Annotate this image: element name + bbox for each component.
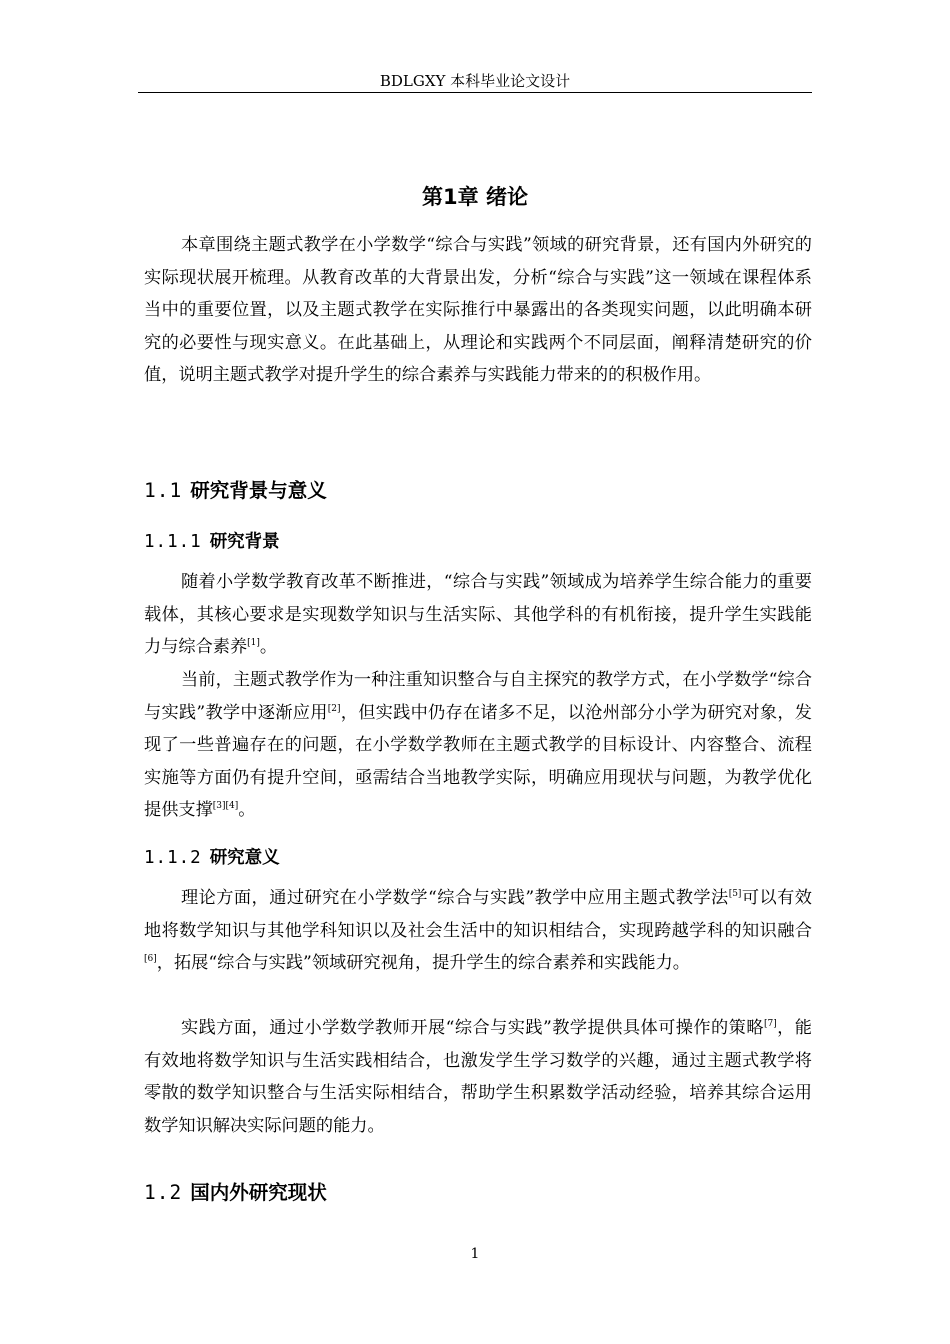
section-number: 1.2 bbox=[144, 1181, 183, 1204]
section-heading-1-2 bbox=[144, 1180, 327, 1206]
subsection-number: 1.1.2 bbox=[144, 848, 202, 868]
paragraph-text: 随着小学数学教育改革不断推进，“综合与实践”领域成为培养学生综合能力的重要载体，其核心要求是实现数学知识与生活实际、其他学科的有机衔接，提升学生实践能力与综合素养 bbox=[144, 572, 812, 657]
background-paragraph-2 bbox=[144, 664, 812, 827]
paragraph-text: ，但实践中仍存在诸多不足，以沧州部分小学为研究对象，发现了一些普遍存在的问题，在小学数学教师在主题式教学的目标设计、内容整合、流程实施等方面仍有提升空间，亟需结合当地教学实际，明确应用现状与问题，为教学优化提供支撑 bbox=[144, 702, 812, 820]
citation-6: [6] bbox=[144, 954, 157, 964]
section-number: 1.1 bbox=[144, 479, 183, 502]
significance-paragraph-1 bbox=[144, 882, 812, 980]
header-rule bbox=[138, 92, 812, 93]
paragraph-text: 。 bbox=[259, 637, 278, 657]
paragraph-text: 。 bbox=[238, 800, 256, 820]
section-title: 研究背景与意义 bbox=[190, 479, 327, 502]
running-header: BDLGXY 本科毕业论文设计 bbox=[379, 72, 571, 90]
subsection-number: 1.1.1 bbox=[144, 532, 202, 552]
paragraph-text: 可以有效地将数学知识与其他学科知识以及社会生活中的知识相结合，实现跨越学科的知识融合 bbox=[144, 888, 812, 941]
paragraph-text: 理论方面，通过研究在小学数学“综合与实践”教学中应用主题式教学法 bbox=[181, 888, 729, 908]
subsection-title: 研究意义 bbox=[209, 848, 280, 868]
citation-4: [4] bbox=[225, 801, 239, 811]
intro-paragraph: 本章围绕主题式教学在小学数学“综合与实践”领域的研究背景，还有国内外研究的实际现状展开梳理。从教育改革的大背景出发，分析“综合与实践”这一领域在课程体系当中的重要位置，以及主题式教学在实际推行中暴露出的各类现实问题，以此明确本研究的必要性与现实意义。在此基础上，从理论和实践两个不同层面，阐释清楚研究的价值，说明主题式教学对提升学生的综合素养与实践能力带来的的积极作用。 bbox=[144, 235, 812, 385]
significance-paragraph-2 bbox=[144, 1012, 812, 1142]
section-title: 国内外研究现状 bbox=[190, 1181, 327, 1204]
subsection-title: 研究背景 bbox=[209, 532, 280, 552]
paragraph-text: ，能有效地将数学知识与生活实践相结合，也激发学生学习数学的兴趣，通过主题式教学将零散的数学知识整合与生活实际相结合，帮助学生积累数学活动经验，培养其综合运用数学知识解决实际问题的能力。 bbox=[144, 1018, 812, 1136]
section-heading-1-1 bbox=[144, 478, 327, 504]
subsection-heading-1-1-1 bbox=[144, 530, 280, 554]
background-paragraph-1 bbox=[144, 566, 812, 664]
citation-7: [7] bbox=[763, 1019, 777, 1029]
citation-1: [1] bbox=[247, 638, 260, 648]
paragraph-text: ，拓展“综合与实践”领域研究视角，提升学生的综合素养和实践能力。 bbox=[156, 953, 690, 973]
paragraph-text: 当前，主题式教学作为一种注重知识整合与自主探究的教学方式，在小学数学“综合与实践”教学中逐渐应用 bbox=[144, 670, 812, 723]
paragraph-text: 实践方面，通过小学数学教师开展“综合与实践”教学提供具体可操作的策略 bbox=[181, 1018, 764, 1038]
citation-2: [2] bbox=[327, 703, 341, 714]
citation-5: [5] bbox=[728, 889, 742, 899]
subsection-heading-1-1-2 bbox=[144, 846, 280, 870]
chapter-title: 第1章 绪论 bbox=[422, 185, 528, 209]
citation-3: [3] bbox=[212, 801, 226, 811]
page-number: 1 bbox=[470, 1246, 480, 1262]
